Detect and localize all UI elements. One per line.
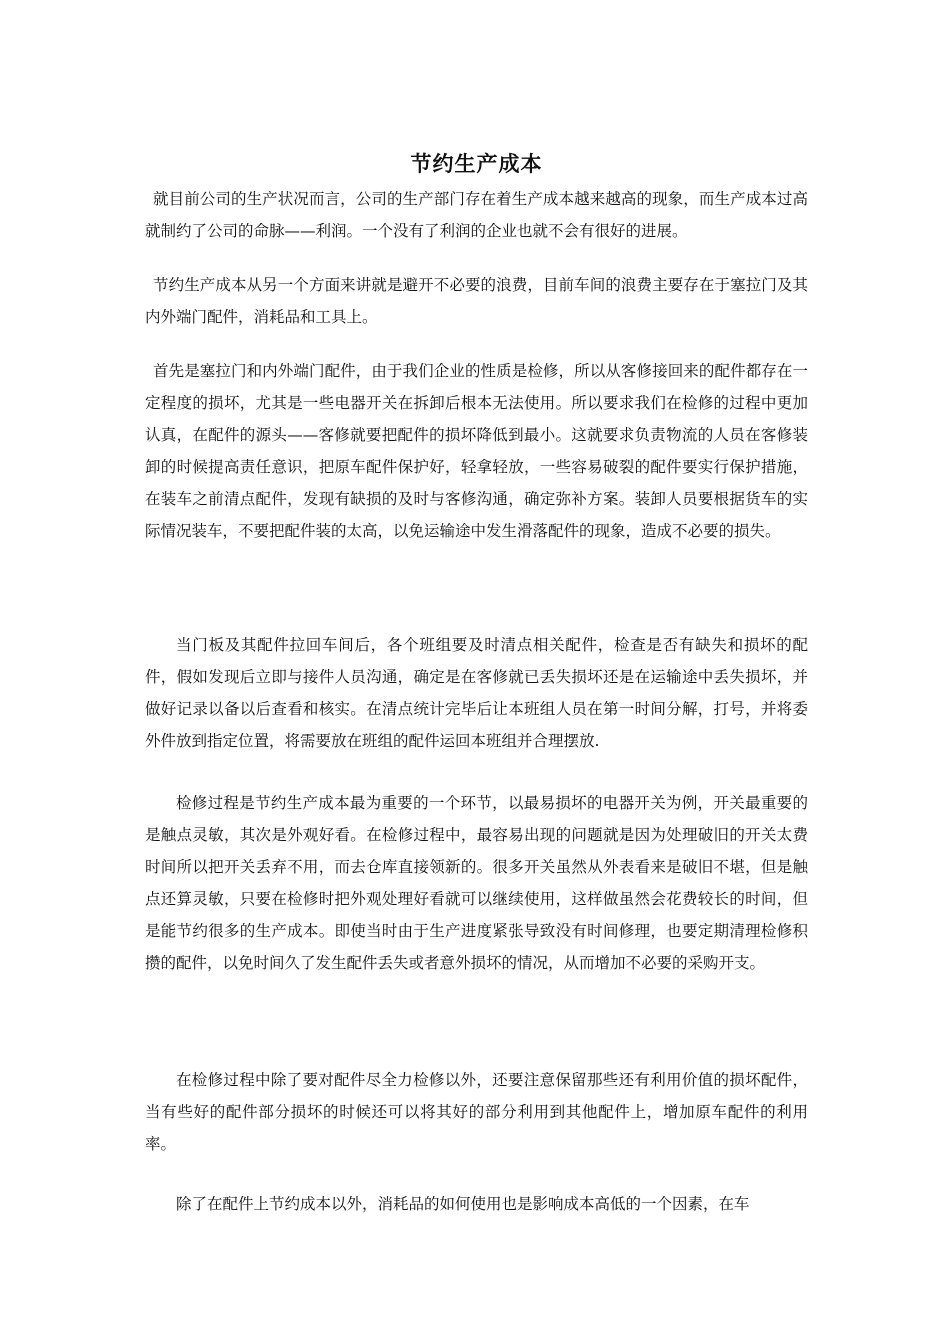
paragraph-2: 节约生产成本从另一个方面来讲就是避开不必要的浪费，目前车间的浪费主要存在于塞拉门及其内外端门配件，消耗品和工具上。	[145, 276, 808, 326]
paragraph-4: 当门板及其配件拉回车间后，各个班组要及时清点相关配件，检查是否有缺失和损坏的配件，假如发现后立即与接件人员沟通，确定是在客修就已丢失损坏还是在运输途中丢失损坏，并做好记录以备以后查看和核实。在清点统计完毕后让本班组人员在第一时间分解，打号，并将委外件放到指定位置，将需要放在班组的配件运回本班组并合理摆放.	[145, 636, 808, 750]
paragraph-3: 首先是塞拉门和内外端门配件，由于我们企业的性质是检修，所以从客修接回来的配件都存在一定程度的损坏，尤其是一些电器开关在拆卸后根本无法使用。所以要求我们在检修的过程中更加认真，在配件的源头——客修就要把配件的损坏降低到最小。这就要求负责物流的人员在客修装卸的时候提高责任意识，把原车配件保护好，轻拿轻放，一些容易破裂的配件要实行保护措施，在装车之前清点配件，发现有缺损的及时与客修沟通，确定弥补方案。装卸人员要根据货车的实际情况装车，不要把配件装的太高，以免运输途中发生滑落配件的现象，造成不必要的损失。	[145, 362, 808, 540]
paragraph-1: 就目前公司的生产状况而言，公司的生产部门存在着生产成本越来越高的现象，而生产成本过高就制约了公司的命脉——利润。一个没有了利润的企业也就不会有很好的进展。	[145, 190, 808, 240]
paragraph-5: 检修过程是节约生产成本最为重要的一个环节，以最易损坏的电器开关为例，开关最重要的是触点灵敏，其次是外观好看。在检修过程中，最容易出现的问题就是因为处理破旧的开关太费时间所以把开关丢弃不用，而去仓库直接领新的。很多开关虽然从外表看来是破旧不堪，但是触点还算灵敏，只要在检修时把外观处理好看就可以继续使用，这样做虽然会花费较长的时间，但是能节约很多的生产成本。即使当时由于生产进度紧张导致没有时间修理，也要定期清理检修积攒的配件，以免时间久了发生配件丢失或者意外损坏的情况，从而增加不必要的采购开支。	[145, 794, 808, 972]
paragraph-6: 在检修过程中除了要对配件尽全力检修以外，还要注意保留那些还有利用价值的损坏配件，当有些好的配件部分损坏的时候还可以将其好的部分利用到其他配件上，增加原车配件的利用率。	[145, 1071, 808, 1153]
document-title: 节约生产成本	[410, 152, 543, 177]
paragraph-7: 除了在配件上节约成本以外，消耗品的如何使用也是影响成本高低的一个因素，在车	[176, 1195, 750, 1213]
